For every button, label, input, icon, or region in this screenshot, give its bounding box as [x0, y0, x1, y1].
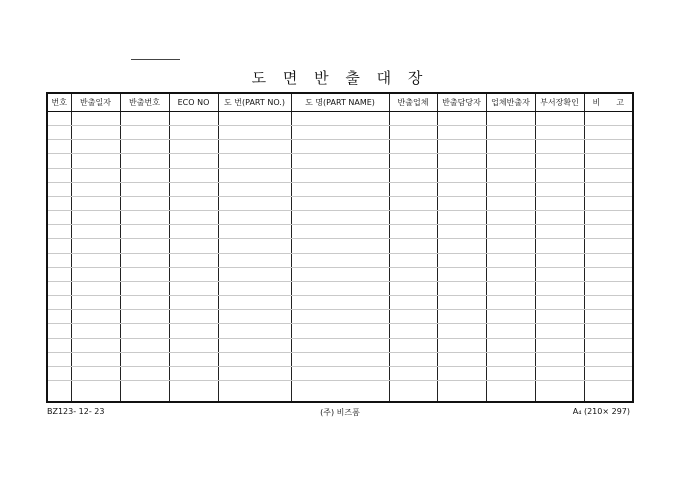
table-row: [47, 182, 633, 196]
table-cell[interactable]: [437, 253, 486, 267]
table-cell[interactable]: [169, 140, 218, 154]
table-cell[interactable]: [389, 112, 437, 126]
table-cell[interactable]: [389, 154, 437, 168]
table-cell[interactable]: [291, 112, 389, 126]
table-cell[interactable]: [47, 253, 71, 267]
table-row: [47, 253, 633, 267]
table-cell[interactable]: [169, 154, 218, 168]
table-cell[interactable]: [71, 211, 120, 225]
table-cell[interactable]: [291, 324, 389, 338]
table-cell[interactable]: [437, 267, 486, 281]
table-cell[interactable]: [584, 168, 633, 182]
table-row: [47, 225, 633, 239]
table-cell[interactable]: [486, 352, 535, 366]
table-cell[interactable]: [71, 112, 120, 126]
table-cell[interactable]: [71, 267, 120, 281]
table-cell[interactable]: [584, 352, 633, 366]
table-cell[interactable]: [389, 267, 437, 281]
col-header-company-receiver: 업체반출자: [486, 93, 535, 112]
table-cell[interactable]: [169, 338, 218, 352]
table-cell[interactable]: [120, 182, 169, 196]
table-cell[interactable]: [535, 310, 584, 324]
table-cell[interactable]: [389, 310, 437, 324]
table-cell[interactable]: [47, 112, 71, 126]
table-cell[interactable]: [291, 126, 389, 140]
table-cell[interactable]: [535, 196, 584, 210]
table-cell[interactable]: [486, 225, 535, 239]
table-cell[interactable]: [389, 239, 437, 253]
table-cell[interactable]: [120, 296, 169, 310]
table-cell[interactable]: [486, 140, 535, 154]
table-cell[interactable]: [486, 154, 535, 168]
table-cell[interactable]: [218, 324, 291, 338]
table-cell[interactable]: [120, 239, 169, 253]
table-cell[interactable]: [535, 211, 584, 225]
table-cell[interactable]: [486, 112, 535, 126]
table-cell[interactable]: [218, 126, 291, 140]
table-row: [47, 366, 633, 380]
table-cell[interactable]: [169, 324, 218, 338]
table-cell[interactable]: [535, 281, 584, 295]
table-cell[interactable]: [169, 196, 218, 210]
table-cell[interactable]: [47, 281, 71, 295]
table-cell[interactable]: [389, 380, 437, 402]
form-code: BZ123- 12- 23: [47, 407, 105, 416]
document-title: 도 면 반 출 대 장: [251, 69, 429, 87]
table-cell[interactable]: [169, 253, 218, 267]
table-cell[interactable]: [389, 324, 437, 338]
table-cell[interactable]: [47, 140, 71, 154]
table-cell[interactable]: [389, 253, 437, 267]
top-rule: [131, 59, 180, 60]
table-row: [47, 154, 633, 168]
table-cell[interactable]: [120, 310, 169, 324]
table-cell[interactable]: [71, 126, 120, 140]
table-cell[interactable]: [389, 196, 437, 210]
col-header-eco-no: ECO NO: [169, 93, 218, 112]
col-header-remarks: 비 고: [584, 93, 633, 112]
table-cell[interactable]: [389, 366, 437, 380]
table-cell[interactable]: [486, 281, 535, 295]
table-row: [47, 168, 633, 182]
table-cell[interactable]: [218, 253, 291, 267]
table-row: [47, 324, 633, 338]
table-cell[interactable]: [535, 182, 584, 196]
table-cell[interactable]: [218, 168, 291, 182]
table-row: [47, 310, 633, 324]
table-cell[interactable]: [486, 380, 535, 402]
table-cell[interactable]: [169, 366, 218, 380]
table-cell[interactable]: [535, 225, 584, 239]
table-cell[interactable]: [486, 211, 535, 225]
table-row: [47, 140, 633, 154]
table-cell[interactable]: [120, 211, 169, 225]
table-cell[interactable]: [535, 267, 584, 281]
table-cell[interactable]: [437, 140, 486, 154]
table-cell[interactable]: [437, 168, 486, 182]
table-row: [47, 338, 633, 352]
table-cell[interactable]: [437, 182, 486, 196]
table-row: [47, 380, 633, 402]
table-cell[interactable]: [47, 324, 71, 338]
table-cell[interactable]: [486, 296, 535, 310]
table-cell[interactable]: [218, 281, 291, 295]
table-cell[interactable]: [218, 211, 291, 225]
table-cell[interactable]: [47, 182, 71, 196]
col-header-dept-head-check: 부서장확인: [535, 93, 584, 112]
table-cell[interactable]: [584, 281, 633, 295]
table-cell[interactable]: [291, 338, 389, 352]
table-cell[interactable]: [169, 267, 218, 281]
table-cell[interactable]: [169, 296, 218, 310]
table-cell[interactable]: [535, 112, 584, 126]
table-cell[interactable]: [71, 253, 120, 267]
table-cell[interactable]: [71, 168, 120, 182]
table-row: [47, 126, 633, 140]
table-cell[interactable]: [291, 239, 389, 253]
table-cell[interactable]: [218, 310, 291, 324]
table-cell[interactable]: [218, 338, 291, 352]
table-cell[interactable]: [218, 140, 291, 154]
table-cell[interactable]: [169, 126, 218, 140]
table-row: [47, 112, 633, 126]
table-cell[interactable]: [291, 366, 389, 380]
table-cell[interactable]: [71, 239, 120, 253]
table-cell[interactable]: [291, 168, 389, 182]
table-cell[interactable]: [389, 182, 437, 196]
table-cell[interactable]: [120, 324, 169, 338]
table-cell[interactable]: [584, 112, 633, 126]
table-cell[interactable]: [291, 196, 389, 210]
table-cell[interactable]: [291, 225, 389, 239]
table-cell[interactable]: [584, 310, 633, 324]
table-cell[interactable]: [389, 140, 437, 154]
table-cell[interactable]: [169, 225, 218, 239]
table-cell[interactable]: [584, 338, 633, 352]
table-cell[interactable]: [218, 352, 291, 366]
table-cell[interactable]: [120, 154, 169, 168]
col-header-export-date: 반출일자: [71, 93, 120, 112]
table-cell[interactable]: [291, 380, 389, 402]
table-cell[interactable]: [584, 366, 633, 380]
table-cell[interactable]: [218, 154, 291, 168]
table-cell[interactable]: [169, 168, 218, 182]
table-cell[interactable]: [584, 211, 633, 225]
table-cell[interactable]: [437, 366, 486, 380]
table-cell[interactable]: [120, 140, 169, 154]
table-cell[interactable]: [584, 126, 633, 140]
table-cell[interactable]: [47, 168, 71, 182]
table-cell[interactable]: [218, 112, 291, 126]
table-cell[interactable]: [71, 154, 120, 168]
table-cell[interactable]: [535, 366, 584, 380]
col-header-export-company: 반출업체: [389, 93, 437, 112]
table-cell[interactable]: [486, 338, 535, 352]
table-cell[interactable]: [120, 366, 169, 380]
table-cell[interactable]: [584, 253, 633, 267]
table-cell[interactable]: [120, 380, 169, 402]
header-row: [47, 93, 633, 112]
table-cell[interactable]: [389, 338, 437, 352]
table-cell[interactable]: [291, 182, 389, 196]
table-cell[interactable]: [535, 324, 584, 338]
table-cell[interactable]: [486, 310, 535, 324]
table-cell[interactable]: [47, 352, 71, 366]
table-cell[interactable]: [486, 126, 535, 140]
table-cell[interactable]: [120, 281, 169, 295]
table-row: [47, 267, 633, 281]
table-cell[interactable]: [218, 380, 291, 402]
table-cell[interactable]: [535, 154, 584, 168]
table-cell[interactable]: [291, 352, 389, 366]
table-cell[interactable]: [437, 380, 486, 402]
table-cell[interactable]: [169, 211, 218, 225]
table-cell[interactable]: [584, 296, 633, 310]
table-cell[interactable]: [71, 324, 120, 338]
table-cell[interactable]: [47, 211, 71, 225]
table-cell[interactable]: [291, 211, 389, 225]
table-cell[interactable]: [584, 267, 633, 281]
paper-size: A₄ (210× 297): [572, 407, 630, 416]
table-cell[interactable]: [584, 182, 633, 196]
table-cell[interactable]: [389, 211, 437, 225]
table-cell[interactable]: [218, 296, 291, 310]
table-cell[interactable]: [71, 140, 120, 154]
table-row: [47, 239, 633, 253]
table-row: [47, 281, 633, 295]
table-cell[interactable]: [535, 168, 584, 182]
table-cell[interactable]: [120, 225, 169, 239]
table-cell[interactable]: [218, 239, 291, 253]
table-cell[interactable]: [218, 366, 291, 380]
table-cell[interactable]: [47, 380, 71, 402]
table-cell[interactable]: [535, 126, 584, 140]
table-cell[interactable]: [169, 239, 218, 253]
col-header-export-manager: 반출담당자: [437, 93, 486, 112]
table-cell[interactable]: [71, 182, 120, 196]
table-cell[interactable]: [437, 196, 486, 210]
table-cell[interactable]: [389, 126, 437, 140]
table-row: [47, 196, 633, 210]
table-cell[interactable]: [486, 366, 535, 380]
table-cell[interactable]: [584, 196, 633, 210]
table-cell[interactable]: [71, 380, 120, 402]
table-cell[interactable]: [584, 140, 633, 154]
col-header-export-number: 반출번호: [120, 93, 169, 112]
table-cell[interactable]: [120, 126, 169, 140]
table-cell[interactable]: [218, 267, 291, 281]
table-cell[interactable]: [437, 126, 486, 140]
table-cell[interactable]: [584, 239, 633, 253]
table-cell[interactable]: [120, 267, 169, 281]
table-cell[interactable]: [437, 225, 486, 239]
table-cell[interactable]: [437, 211, 486, 225]
table-cell[interactable]: [291, 154, 389, 168]
table-cell[interactable]: [389, 225, 437, 239]
table-cell[interactable]: [486, 182, 535, 196]
table-cell[interactable]: [47, 196, 71, 210]
table-cell[interactable]: [120, 112, 169, 126]
table-row: [47, 352, 633, 366]
table-cell[interactable]: [71, 366, 120, 380]
table-cell[interactable]: [535, 338, 584, 352]
table-cell[interactable]: [291, 253, 389, 267]
table-cell[interactable]: [47, 366, 71, 380]
table-cell[interactable]: [47, 310, 71, 324]
table-cell[interactable]: [169, 310, 218, 324]
table-cell[interactable]: [120, 196, 169, 210]
table-cell[interactable]: [535, 253, 584, 267]
table-cell[interactable]: [535, 239, 584, 253]
table-cell[interactable]: [71, 225, 120, 239]
table-cell[interactable]: [437, 324, 486, 338]
table-cell[interactable]: [535, 352, 584, 366]
table-cell[interactable]: [47, 239, 71, 253]
table-cell[interactable]: [437, 296, 486, 310]
table-cell[interactable]: [291, 296, 389, 310]
table-cell[interactable]: [169, 352, 218, 366]
table-cell[interactable]: [169, 380, 218, 402]
table-cell[interactable]: [169, 281, 218, 295]
table-cell[interactable]: [584, 154, 633, 168]
table-cell[interactable]: [437, 154, 486, 168]
table-cell[interactable]: [47, 267, 71, 281]
table-cell[interactable]: [584, 225, 633, 239]
table-cell[interactable]: [389, 281, 437, 295]
table-cell[interactable]: [437, 352, 486, 366]
table-cell[interactable]: [71, 352, 120, 366]
table-cell[interactable]: [535, 380, 584, 402]
table-cell[interactable]: [437, 239, 486, 253]
table-cell[interactable]: [389, 296, 437, 310]
table-cell[interactable]: [218, 182, 291, 196]
table-row: [47, 211, 633, 225]
table-cell[interactable]: [486, 324, 535, 338]
table-cell[interactable]: [584, 380, 633, 402]
table-cell[interactable]: [291, 267, 389, 281]
table-cell[interactable]: [218, 225, 291, 239]
table-row: [47, 296, 633, 310]
table-cell[interactable]: [486, 253, 535, 267]
table-cell[interactable]: [47, 154, 71, 168]
table-cell[interactable]: [120, 338, 169, 352]
table-cell[interactable]: [218, 196, 291, 210]
table-cell[interactable]: [47, 296, 71, 310]
publisher: (주) 비즈폼: [320, 408, 360, 417]
table-cell[interactable]: [291, 281, 389, 295]
col-header-part-name: 도 명(PART NAME): [291, 93, 389, 112]
table-cell[interactable]: [389, 352, 437, 366]
table-cell[interactable]: [120, 352, 169, 366]
table-cell[interactable]: [535, 296, 584, 310]
ledger-body: [47, 112, 633, 403]
table-cell[interactable]: [584, 324, 633, 338]
col-header-part-no: 도 번(PART NO.): [218, 93, 291, 112]
col-header-number: 번호: [47, 93, 71, 112]
table-cell[interactable]: [437, 112, 486, 126]
ledger-table: [46, 92, 634, 403]
table-cell[interactable]: [47, 126, 71, 140]
table-cell[interactable]: [486, 196, 535, 210]
table-cell[interactable]: [47, 338, 71, 352]
table-cell[interactable]: [535, 140, 584, 154]
table-cell[interactable]: [47, 225, 71, 239]
table-cell[interactable]: [437, 281, 486, 295]
table-cell[interactable]: [486, 239, 535, 253]
table-cell[interactable]: [71, 296, 120, 310]
table-cell[interactable]: [71, 338, 120, 352]
table-cell[interactable]: [291, 140, 389, 154]
table-cell[interactable]: [389, 168, 437, 182]
table-cell[interactable]: [71, 196, 120, 210]
table-cell[interactable]: [437, 310, 486, 324]
table-cell[interactable]: [120, 168, 169, 182]
table-cell[interactable]: [71, 281, 120, 295]
table-cell[interactable]: [71, 310, 120, 324]
table-cell[interactable]: [486, 168, 535, 182]
table-cell[interactable]: [486, 267, 535, 281]
table-cell[interactable]: [169, 182, 218, 196]
table-cell[interactable]: [120, 253, 169, 267]
table-cell[interactable]: [291, 310, 389, 324]
table-cell[interactable]: [437, 338, 486, 352]
table-cell[interactable]: [169, 112, 218, 126]
